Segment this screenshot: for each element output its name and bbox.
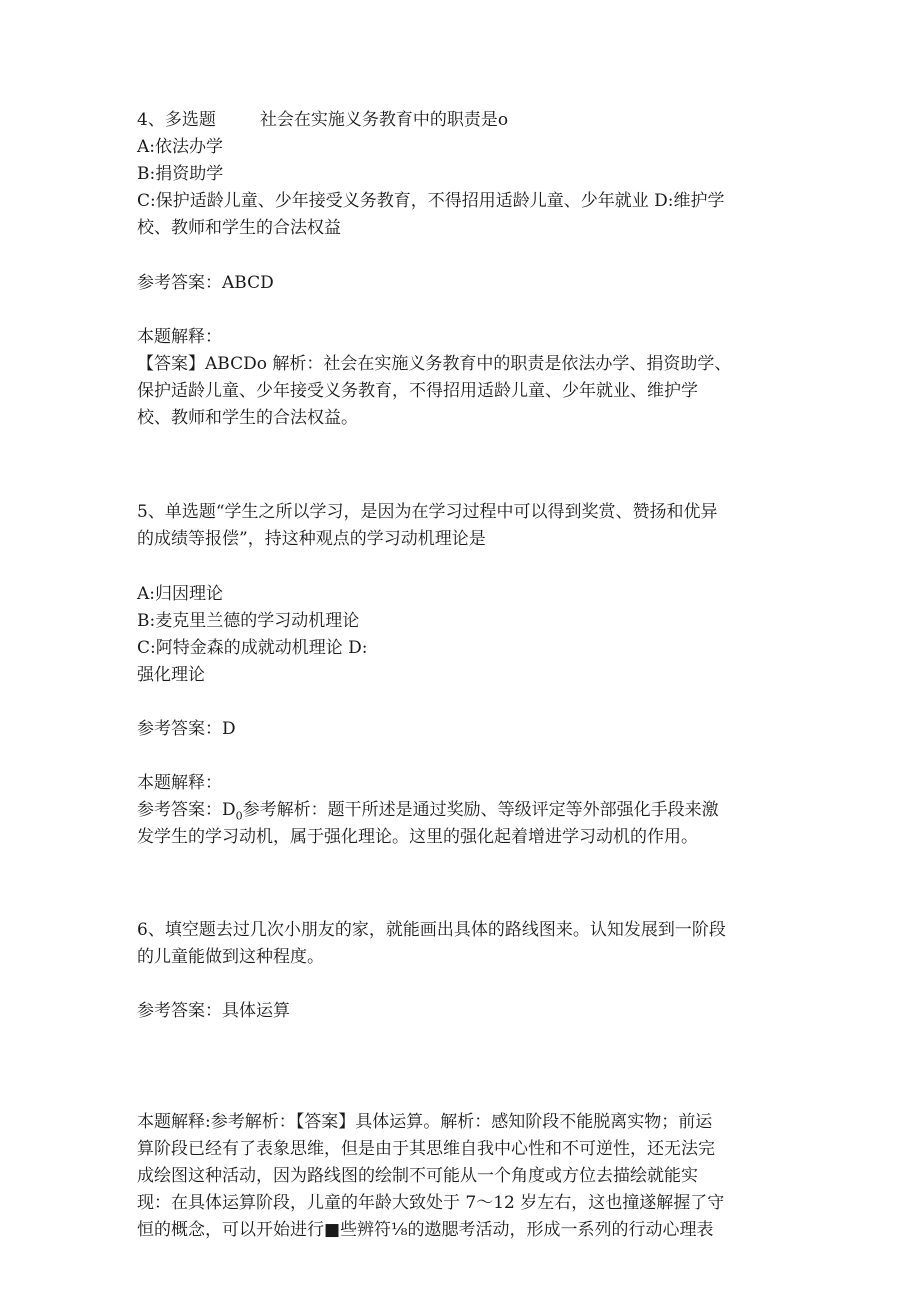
q4-option-a: A:依法办学 [137,137,224,157]
q4-option-b: B:捐资助学 [137,164,224,184]
q5-explanation-answer: 参考答案：D [137,800,236,820]
q4-option-cd-line-1: C:保护适龄儿童、少年接受义务教育，不得招用适龄儿童、少年就业 D:维护学 [137,191,725,211]
q5-explanation-line-2: 发学生的学习动机，属于强化理论。这里的强化起着增进学习动机的作用。 [137,827,698,847]
q5-option-d: 强化理论 [137,665,205,685]
q4-option-cd-line-2: 校、教师和学生的合法权益 [137,218,341,238]
q4-explanation-line-3: 校、教师和学生的合法权益。 [137,408,358,428]
q6-answer: 参考答案：具体运算 [137,1001,290,1021]
q4-answer: 参考答案：ABCD [137,273,274,293]
q4-explanation-line-2: 保护适龄儿童、少年接受义务教育，不得招用适龄儿童、少年就业、维护学 [137,381,698,401]
q4-stem: 社会在实施义务教育中的职责是o [259,110,509,130]
q5-option-a: A:归因理论 [137,584,224,604]
q5-stem-line-2: 的成绩等报偿”，持这种观点的学习动机理论是 [137,529,486,549]
q5-explanation-title: 本题解释： [137,773,222,793]
q5-explanation-subscript: 0 [235,809,243,823]
q4-explanation-line-1: 【答案】ABCDo 解析：社会在实施义务教育中的职责是依法办学、捐资助学、 [137,354,732,374]
q6-explanation-line-4: 现：在具体运算阶段，儿童的年龄大致处于 7～12 岁左右，这也撞遂解握了守 [137,1193,725,1213]
q4-stem-line [137,108,508,132]
q6-explanation-line-3: 成绘图这种活动，因为路线图的绘制不可能从一个角度或方位去描绘就能实 [137,1166,698,1186]
q4-head: 4、多选题 [137,110,216,130]
q5-stem-line-1: 5、单选题“学生之所以学习，是因为在学习过程中可以得到奖赏、赞扬和优异 [137,502,718,522]
q5-option-b: B:麦克里兰德的学习动机理论 [137,611,360,631]
q6-explanation-line-1: 本题解释:参考解析：【答案】具体运算。解析：感知阶段不能脱离实物；前运 [137,1112,713,1132]
q6-explanation-line-2: 算阶段已经有了表象思维，但是由于其思维自我中心性和不可逆性，还无法完 [137,1139,715,1159]
q5-answer: 参考答案：D [137,719,236,739]
q5-option-c: C:阿特金森的成就动机理论 D: [137,638,368,658]
q6-explanation-line-5: 恒的概念，可以开始进行■些辨符⅛的遨腮考活动，形成一系列的行动心理表 [137,1220,714,1240]
q5-explanation-text: 参考解析：题干所述是通过奖励、等级评定等外部强化手段来激 [242,800,719,820]
q4-explanation-title: 本题解释： [137,327,222,347]
q5-explanation-line-1 [137,798,719,822]
q6-stem-line-1: 6、填空题去过几次小朋友的家，就能画出具体的路线图来。认知发展到一阶段 [137,920,726,940]
q6-stem-line-2: 的儿童能做到这种程度。 [137,947,324,967]
